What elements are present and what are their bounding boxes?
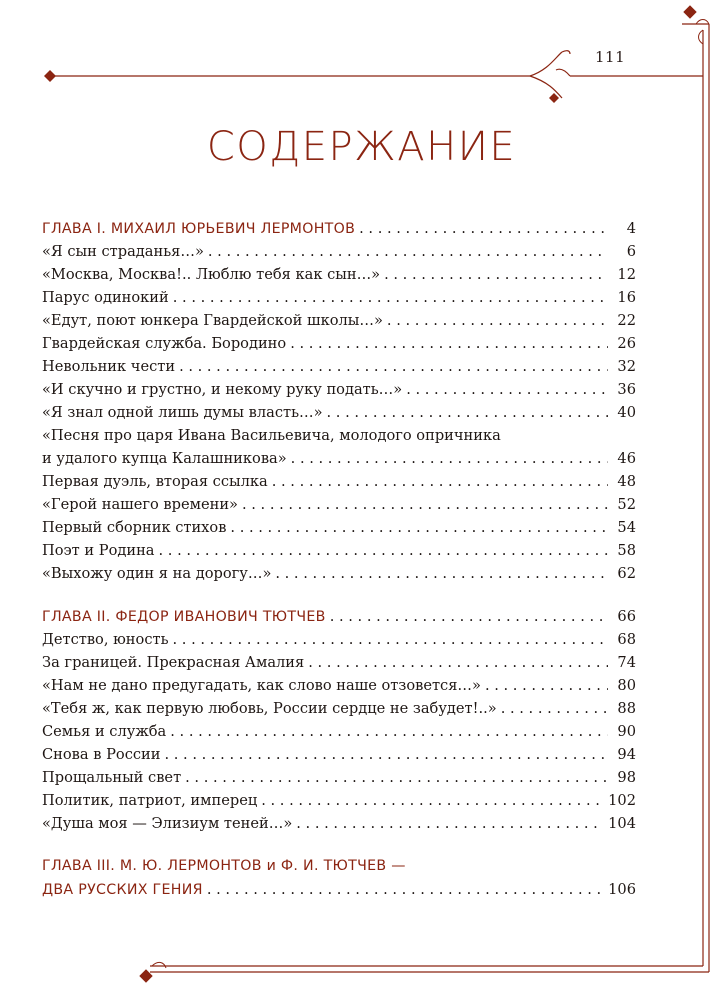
toc-leader-dots bbox=[359, 217, 608, 240]
toc-leader-dots bbox=[327, 401, 608, 424]
toc-page-number: 6 bbox=[626, 243, 636, 260]
toc-page-number: 104 bbox=[608, 815, 636, 832]
toc-entry[interactable] bbox=[42, 651, 636, 674]
toc-entry-title: Гвардейская служба. Бородино bbox=[42, 335, 287, 352]
section-spacer bbox=[42, 835, 636, 855]
toc-leader-dots bbox=[387, 309, 608, 332]
toc-page-number: 90 bbox=[617, 723, 636, 740]
toc-entry[interactable] bbox=[42, 355, 636, 378]
toc-page-number: 102 bbox=[608, 792, 636, 809]
section-spacer bbox=[42, 585, 636, 605]
toc-entry-title: За границей. Прекрасная Амалия bbox=[42, 654, 305, 671]
toc-entry[interactable] bbox=[42, 378, 636, 401]
toc-entry[interactable] bbox=[42, 286, 636, 309]
toc-chapter-1[interactable] bbox=[42, 217, 636, 240]
toc-entry-title: «Москва, Москва!.. Люблю тебя как сын…» bbox=[42, 266, 381, 283]
toc-entry-title: Снова в России bbox=[42, 746, 161, 763]
diamond-right-icon bbox=[549, 93, 559, 103]
corner-ornament-top-icon bbox=[684, 6, 709, 44]
toc-entry[interactable] bbox=[42, 674, 636, 697]
toc-leader-dots bbox=[291, 447, 608, 470]
toc-entry[interactable] bbox=[42, 401, 636, 424]
toc-leader-dots bbox=[272, 470, 608, 493]
toc-leader-dots bbox=[296, 812, 602, 835]
toc-leader-dots bbox=[159, 539, 608, 562]
toc-entry[interactable] bbox=[42, 720, 636, 743]
toc-leader-dots bbox=[165, 743, 609, 766]
toc-page-number: 80 bbox=[617, 677, 636, 694]
toc-entry-title: Детство, юность bbox=[42, 631, 169, 648]
toc-chapter-title: ДВА РУССКИХ ГЕНИЯ bbox=[42, 882, 203, 898]
toc-entry[interactable] bbox=[42, 628, 636, 651]
toc-page-number: 12 bbox=[617, 266, 636, 283]
toc-entry-title: «Герой нашего времени» bbox=[42, 496, 238, 513]
toc-leader-dots bbox=[173, 628, 608, 651]
toc-entry-title: Поэт и Родина bbox=[42, 542, 155, 559]
toc-page-number: 36 bbox=[617, 381, 636, 398]
toc-page-number: 22 bbox=[617, 312, 636, 329]
toc-entry[interactable] bbox=[42, 309, 636, 332]
page-title: СОДЕРЖАНИЕ bbox=[206, 124, 517, 170]
toc-page-number: 4 bbox=[626, 220, 636, 237]
toc-page-number: 26 bbox=[617, 335, 636, 352]
toc-page-number: 32 bbox=[617, 358, 636, 375]
toc-leader-dots bbox=[275, 562, 608, 585]
page-number: 111 bbox=[595, 48, 626, 66]
toc-leader-dots bbox=[501, 697, 608, 720]
toc-entry[interactable] bbox=[42, 562, 636, 585]
toc-entry-title: «Душа моя — Элизиум теней…» bbox=[42, 815, 293, 832]
toc-chapter-title: ГЛАВА II. ФЕДОР ИВАНОВИЧ ТЮТЧЕВ bbox=[42, 609, 326, 625]
toc-leader-dots bbox=[308, 651, 608, 674]
diamond-left-icon bbox=[44, 70, 56, 82]
toc-leader-dots bbox=[179, 355, 608, 378]
toc-leader-dots bbox=[384, 263, 608, 286]
toc-entry-title: «И скучно и грустно, и некому руку подать…» bbox=[42, 381, 403, 398]
toc-entry[interactable] bbox=[42, 240, 636, 263]
toc-entry[interactable] bbox=[42, 697, 636, 720]
toc-entry[interactable] bbox=[42, 332, 636, 355]
toc-page-number: 94 bbox=[617, 746, 636, 763]
toc-leader-dots bbox=[242, 493, 608, 516]
toc-chapter-3-first-line[interactable]: ГЛАВА III. М. Ю. ЛЕРМОНТОВ и Ф. И. ТЮТЧЕВ — bbox=[42, 858, 406, 874]
toc-entry[interactable] bbox=[42, 743, 636, 766]
toc-leader-dots bbox=[485, 674, 608, 697]
toc-entry[interactable] bbox=[42, 539, 636, 562]
toc-entry[interactable] bbox=[42, 789, 636, 812]
toc-entry-title: «Я сын страданья…» bbox=[42, 243, 204, 260]
toc-page-number: 48 bbox=[617, 473, 636, 490]
toc-page-number: 62 bbox=[617, 565, 636, 582]
toc-leader-dots bbox=[208, 240, 608, 263]
toc-leader-dots bbox=[330, 605, 608, 628]
toc-entry-title: Парус одинокий bbox=[42, 289, 169, 306]
toc-entry-title: Первый сборник стихов bbox=[42, 519, 227, 536]
toc-leader-dots bbox=[173, 286, 608, 309]
toc-entry-title: «Едут, поют юнкера Гвардейской школы…» bbox=[42, 312, 383, 329]
toc-entry-title: Прощальный свет bbox=[42, 769, 182, 786]
toc-entry-first-line[interactable]: «Песня про царя Ивана Васильевича, молодого опричника bbox=[42, 427, 501, 444]
toc-entry-title: Семья и служба bbox=[42, 723, 167, 740]
toc-leader-dots bbox=[261, 789, 602, 812]
toc-entry-title: «Тебя ж, как первую любовь, России сердце не забудет!..» bbox=[42, 700, 497, 717]
toc-leader-dots bbox=[185, 766, 608, 789]
toc-page-number: 106 bbox=[608, 881, 636, 898]
toc-page-number: 66 bbox=[617, 608, 636, 625]
toc-chapter-2[interactable] bbox=[42, 605, 636, 628]
toc-entry-title: «Выхожу один я на дорогу…» bbox=[42, 565, 272, 582]
toc-page-number: 40 bbox=[617, 404, 636, 421]
toc-entry-title: Первая дуэль, вторая ссылка bbox=[42, 473, 268, 490]
toc-page-number: 74 bbox=[617, 654, 636, 671]
toc-entry-title: «Нам не дано предугадать, как слово наше отзовется…» bbox=[42, 677, 481, 694]
toc-entry[interactable] bbox=[42, 766, 636, 789]
header-flourish-icon bbox=[530, 51, 570, 98]
toc-page-number: 88 bbox=[617, 700, 636, 717]
toc-chapter-3[interactable] bbox=[42, 878, 636, 901]
toc-page-number: 46 bbox=[617, 450, 636, 467]
toc-page-number: 68 bbox=[617, 631, 636, 648]
toc-entry[interactable] bbox=[42, 812, 636, 835]
toc-leader-dots bbox=[170, 720, 608, 743]
toc-leader-dots bbox=[230, 516, 608, 539]
toc-entry-title: Невольник чести bbox=[42, 358, 176, 375]
toc-entry-title: и удалого купца Калашникова» bbox=[42, 450, 287, 467]
toc-leader-dots bbox=[207, 878, 602, 901]
toc-entry[interactable] bbox=[42, 263, 636, 286]
toc-entry-title: Политик, патриот, имперец bbox=[42, 792, 258, 809]
toc-page-number: 54 bbox=[617, 519, 636, 536]
toc-leader-dots bbox=[290, 332, 608, 355]
toc-entry[interactable] bbox=[42, 470, 636, 493]
toc-page-number: 58 bbox=[617, 542, 636, 559]
table-of-contents bbox=[42, 217, 636, 901]
toc-leader-dots bbox=[406, 378, 608, 401]
toc-page-number: 52 bbox=[617, 496, 636, 513]
toc-page-number: 16 bbox=[617, 289, 636, 306]
toc-entry[interactable] bbox=[42, 493, 636, 516]
toc-entry-title: «Я знал одной лишь думы власть…» bbox=[42, 404, 323, 421]
toc-entry[interactable] bbox=[42, 447, 636, 470]
toc-entry[interactable] bbox=[42, 516, 636, 539]
toc-page-number: 98 bbox=[617, 769, 636, 786]
toc-chapter-title: ГЛАВА I. МИХАИЛ ЮРЬЕВИЧ ЛЕРМОНТОВ bbox=[42, 221, 356, 237]
